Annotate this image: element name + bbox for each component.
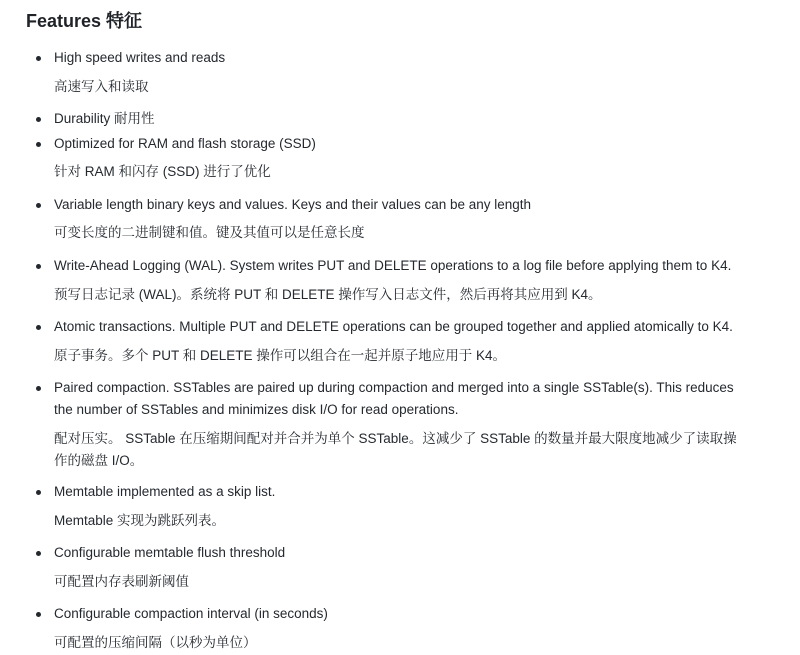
feature-text-en: High speed writes and reads xyxy=(54,50,226,65)
feature-text-zh: 可配置内存表刷新阈值 xyxy=(54,574,189,589)
section-heading: Features 特征 xyxy=(26,11,143,31)
bullet-dot-icon xyxy=(36,325,41,330)
bullet-dot-icon xyxy=(36,142,41,147)
feature-text-en: Variable length binary keys and values. Keys and their values can be any length xyxy=(54,197,532,212)
bullet-dot-icon xyxy=(36,490,41,495)
feature-text-en: Durability 耐用性 xyxy=(54,111,155,126)
feature-text-zh: 配对压实。 SSTable 在压缩期间配对并合并为单个 SSTable。这减少了 SSTable 的数量并最大限度地减少了读取操 xyxy=(54,431,737,446)
bullet-dot-icon xyxy=(36,612,41,617)
feature-text-zh: 原子事务。多个 PUT 和 DELETE 操作可以组合在一起并原子地应用于 K4。 xyxy=(54,348,507,363)
feature-text-en: Optimized for RAM and flash storage (SSD) xyxy=(54,136,316,151)
feature-text-en: Write-Ahead Logging (WAL). System writes PUT and DELETE operations to a log file before applying them to K4. xyxy=(54,258,732,273)
feature-text-en: Memtable implemented as a skip list. xyxy=(54,484,276,499)
feature-text-en: Configurable compaction interval (in seconds) xyxy=(54,606,328,621)
feature-text-en: Atomic transactions. Multiple PUT and DELETE operations can be grouped together and applied atomically to K4. xyxy=(54,319,733,334)
bullet-dot-icon xyxy=(36,386,41,391)
bullet-dot-icon xyxy=(36,264,41,269)
feature-text-zh: 高速写入和读取 xyxy=(54,79,149,94)
feature-text-zh: 作的磁盘 I/O。 xyxy=(54,453,144,468)
feature-text-zh: 可配置的压缩间隔（以秒为单位） xyxy=(54,635,257,650)
bullet-dot-icon xyxy=(36,117,41,122)
bullet-dot-icon xyxy=(36,56,41,61)
feature-text-zh: 针对 RAM 和闪存 (SSD) 进行了优化 xyxy=(54,164,271,179)
bullet-dot-icon xyxy=(36,203,41,208)
feature-text-zh: 预写日志记录 (WAL)。系统将 PUT 和 DELETE 操作写入日志文件，然后再将其应用到 K4。 xyxy=(54,287,602,302)
feature-text-en: Paired compaction. SSTables are paired up during compaction and merged into a single SSTable(s). This reduces xyxy=(54,380,734,395)
feature-text-en: Configurable memtable flush threshold xyxy=(54,545,286,560)
bullet-dot-icon xyxy=(36,551,41,556)
feature-text-en: the number of SSTables and minimizes disk I/O for read operations. xyxy=(54,402,459,417)
feature-text-zh: 可变长度的二进制键和值。键及其值可以是任意长度 xyxy=(54,225,365,240)
feature-text-zh: Memtable 实现为跳跃列表。 xyxy=(54,513,226,528)
